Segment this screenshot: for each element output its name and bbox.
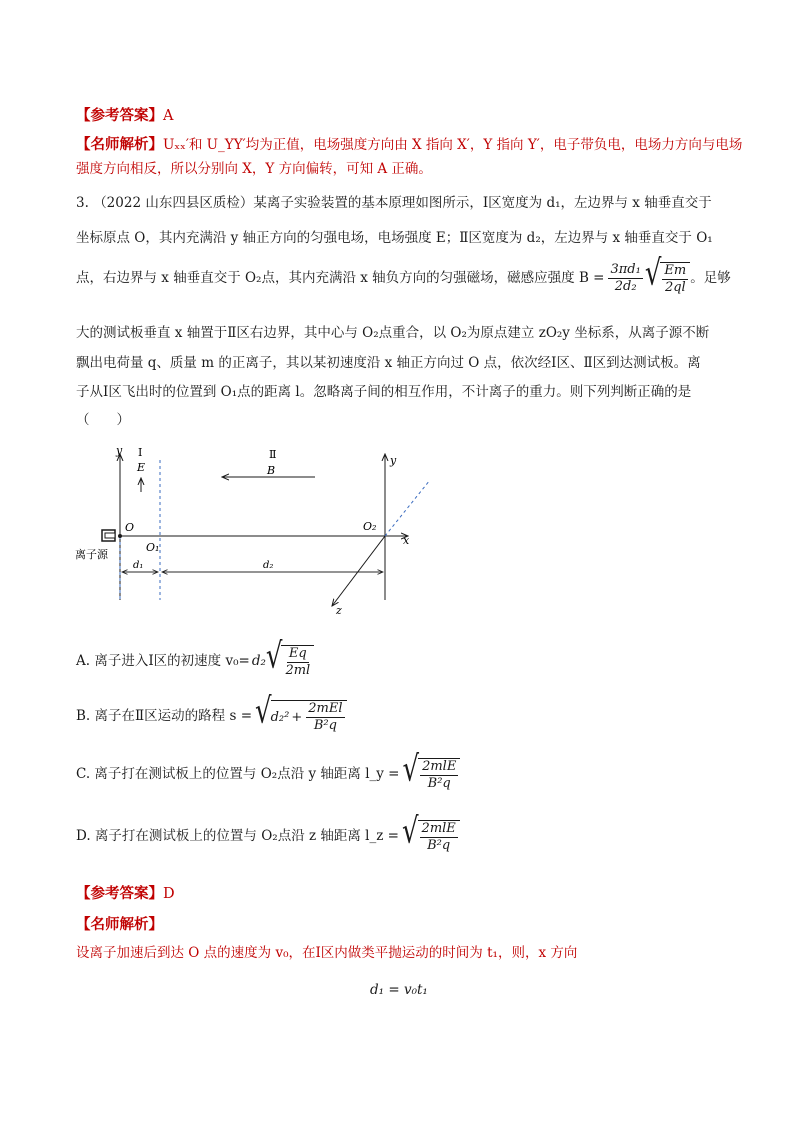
formula-B-sqrt: √ $\frac{Em}{2ql}$ xyxy=(645,262,690,296)
label-E: E xyxy=(137,461,146,474)
q3-answer xyxy=(76,882,175,903)
ion-apparatus-diagram xyxy=(70,440,450,620)
label-y-left: y xyxy=(116,444,123,457)
answer-label-q3: 【参考答案】 xyxy=(76,885,163,902)
option-a-text: A. 离子进入Ⅰ区的初速度 v₀= xyxy=(76,653,250,670)
label-O1: O₁ xyxy=(146,541,160,554)
q3-stem-line1 xyxy=(76,197,712,211)
question-text-c: 。足够 xyxy=(690,270,731,287)
label-x: x xyxy=(403,534,410,547)
q2-analysis-line2: 强度方向相反，所以分别向 X，Y 方向偏转，可知 A 正确。 xyxy=(76,161,432,177)
q3-analysis-line1: 设离子加速后到达 O 点的速度为 v₀，在Ⅰ区内做类平抛运动的时间为 t₁，则，x 方向 xyxy=(76,945,578,961)
q3-equation-1: d₁ = v₀t₁ xyxy=(370,982,428,998)
answer-value-q3: D xyxy=(163,886,175,902)
analysis-text: Uₓₓ′和 U_YY′均为正值，电场强度方向由 X 指向 X′，Y 指向 Y′，电子带负电，电场力方向与电场 xyxy=(163,137,743,153)
answer-label: 【参考答案】 xyxy=(76,107,163,124)
label-y-plate: y xyxy=(390,454,397,467)
trajectory-dashed xyxy=(385,480,430,536)
label-z: z xyxy=(336,604,342,617)
label-d2: d₂ xyxy=(263,560,274,571)
label-O: O xyxy=(125,521,135,534)
q3-analysis-label: 【名师解析】 xyxy=(76,916,163,933)
q3-stem-line3 xyxy=(76,253,731,296)
question-text-b: 点，右边界与 x 轴垂直交于 O₂点，其内充满沿 x 轴负方向的匀强磁场，磁感应强度 B = xyxy=(76,270,605,287)
label-B: B xyxy=(267,464,276,477)
question-number: 3. xyxy=(76,195,89,211)
label-ion-source: 离子源 xyxy=(75,548,108,561)
q2-analysis-line1 xyxy=(76,133,742,154)
formula-B: $\frac{\text{3πd₁}}{\text{2d₂}}$ xyxy=(610,262,641,295)
option-d[interactable]: D. 离子打在测试板上的位置与 O₂点沿 z 轴距离 l_z = √ $\frac{\text{2mlE}}{\text{B²q}}$ xyxy=(76,820,460,854)
q3-stem-line5: 飘出电荷量 q、质量 m 的正离子，其以某初速度沿 x 轴正方向过 O 点，依次经Ⅰ区、Ⅱ区到达测试板。离 xyxy=(76,355,701,371)
option-c[interactable]: C. 离子打在测试板上的位置与 O₂点沿 y 轴距离 l_y = √ $\frac{\text{2mlE}}{\text{B²q}}$ xyxy=(76,758,460,792)
z-axis xyxy=(332,536,385,606)
q3-stem-line6: 子从Ⅰ区飞出时的位置到 O₁点的距离 l。忽略离子间的相互作用，不计离子的重力。则下列判断正确的是 xyxy=(76,384,692,400)
analysis-label: 【名师解析】 xyxy=(76,136,163,153)
q3-stem-line7: （ ） xyxy=(76,412,130,428)
label-O2: O₂ xyxy=(363,520,377,533)
option-b[interactable]: B. 离子在Ⅱ区运动的路程 s = √ d₂² + $\frac{\text{2mEl}}{\text{B²q}}$ xyxy=(76,700,347,734)
question-text: （2022 山东四县区质检）某离子实验装置的基本原理如图所示，Ⅰ区宽度为 d₁，左边界与 x 轴垂直交于 xyxy=(93,195,712,211)
option-d-text: D. 离子打在测试板上的位置与 O₂点沿 z 轴距离 l_z = xyxy=(76,828,399,845)
q3-stem-line2: 坐标原点 O，其内充满沿 y 轴正方向的匀强电场，电场强度 E；Ⅱ区宽度为 d₂，左边界与 x 轴垂直交于 O₁ xyxy=(76,230,713,246)
option-c-text: C. 离子打在测试板上的位置与 O₂点沿 y 轴距离 l_y = xyxy=(76,766,400,783)
q2-answer xyxy=(76,104,173,125)
option-b-text: B. 离子在Ⅱ区运动的路程 s = xyxy=(76,708,253,725)
answer-value: A xyxy=(163,108,174,124)
option-a[interactable]: A. 离子进入Ⅰ区的初速度 v₀= d₂ √ $\frac{Eq}{2ml}$ xyxy=(76,645,314,679)
label-d1: d₁ xyxy=(133,560,144,571)
q3-stem-line4: 大的测试板垂直 x 轴置于Ⅱ区右边界，其中心与 O₂点重合，以 O₂为原点建立 zO₂y 坐标系，从离子源不断 xyxy=(76,325,710,341)
label-region2: Ⅱ xyxy=(269,448,277,461)
label-region1: Ⅰ xyxy=(138,446,143,459)
